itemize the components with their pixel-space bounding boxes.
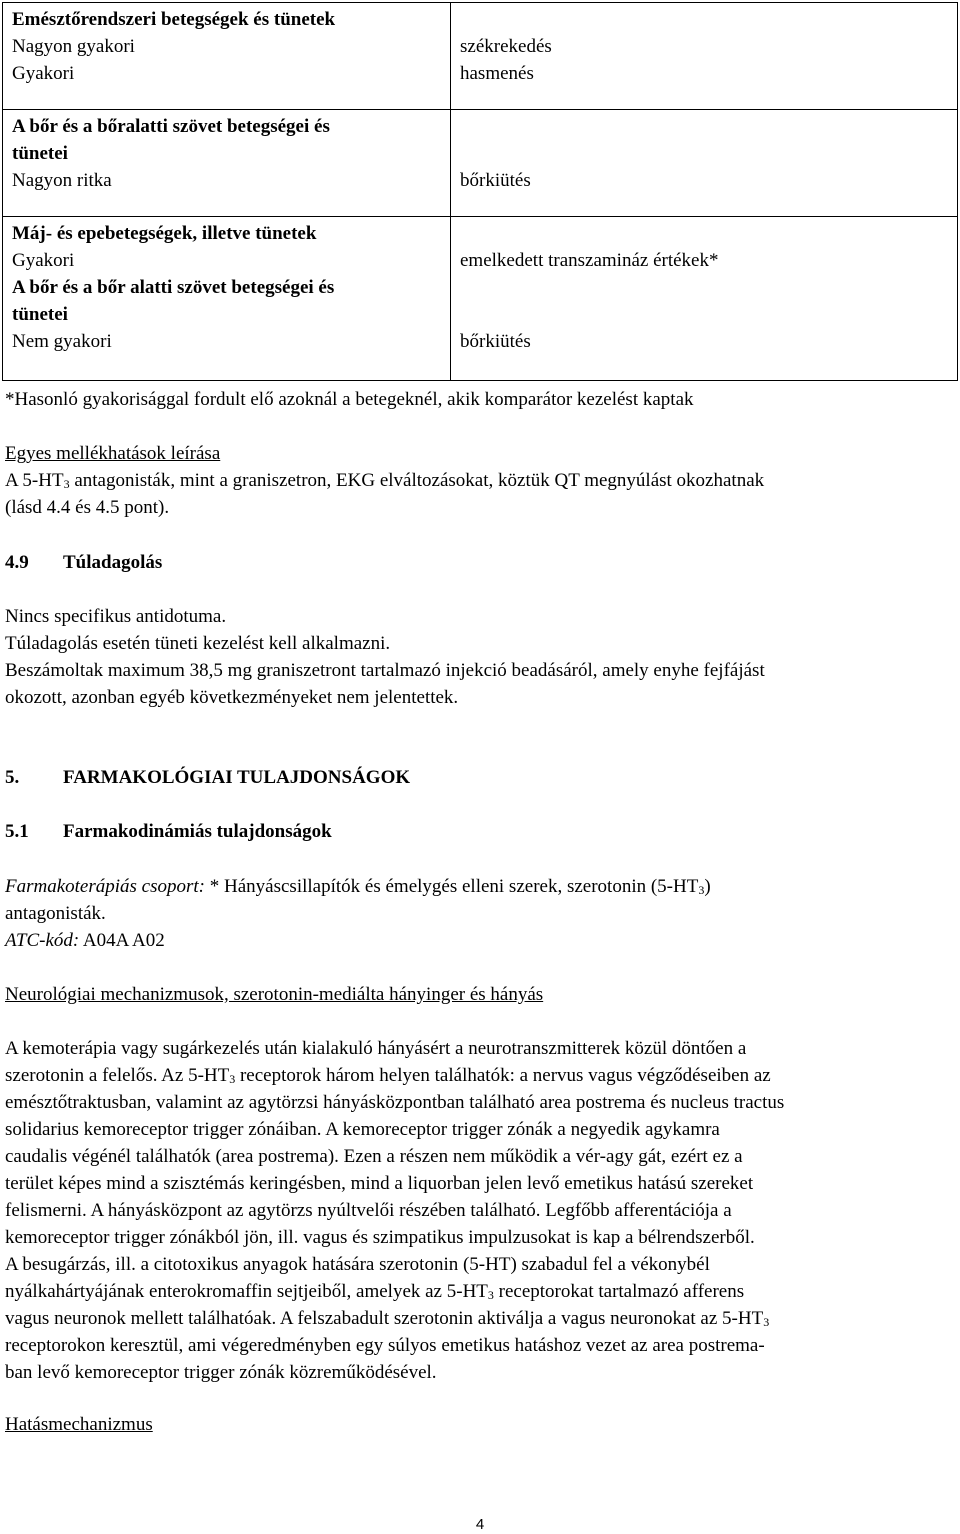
- section-title: Farmakodinámiás tulajdonságok: [63, 821, 332, 842]
- table-cell-soc: [3, 217, 451, 381]
- paragraph-line: antagonisták.: [5, 903, 106, 924]
- effect-text: székrekedés: [460, 36, 552, 57]
- paragraph-line: A kemoterápia vagy sugárkezelés után kialakuló hányásért a neurotranszmitterek közül döntően a: [5, 1038, 747, 1059]
- paragraph-line: nyálkahártyájának enterokromaffin sejtjeiből, amelyek az $5-HT_3$ receptorokat tartalmazó afferens: [5, 1281, 745, 1302]
- paragraph-line: solidarius kemoreceptor trigger zónáiban. A kemoreceptor trigger zónák a negyedik agykamra: [5, 1119, 720, 1140]
- paragraph-line: Nincs specifikus antidotuma.: [5, 606, 227, 627]
- field-label: Farmakoterápiás csoport:: [5, 876, 206, 897]
- paragraph-line: Beszámoltak maximum 38,5 mg graniszetront tartalmazó injekció beadásáról, amely enyhe fejfájást: [5, 660, 765, 681]
- section-heading-4-9: [5, 549, 955, 576]
- effect-text: emelkedett transzamináz értékek*: [460, 250, 719, 271]
- section-heading-5: [5, 764, 955, 791]
- table-cell-effects: [451, 110, 958, 217]
- paragraph-line: szerotonin a felelős. Az $5-HT_3$ receptorok három helyen találhatók: a nervus vagus végződéseiben az: [5, 1065, 771, 1086]
- table-row: [3, 3, 958, 110]
- frequency-label: Gyakori: [12, 63, 75, 84]
- section-title: FARMAKOLÓGIAI TULAJDONSÁGOK: [63, 767, 411, 788]
- atc-code-line: ATC-kód: A04A A02: [5, 930, 165, 951]
- paragraph-line: A besugárzás, ill. a citotoxikus anyagok hatására szerotonin (5-HT) szabadul fel a vékonybél: [5, 1254, 710, 1275]
- table-cell-soc: [3, 110, 451, 217]
- neuro-paragraph: [5, 1035, 955, 1386]
- field-label: ATC-kód:: [5, 930, 80, 951]
- paragraph-line: A $5-HT_3$ antagonisták, mint a graniszetron, EKG elváltozásokat, köztük QT megnyúlást okozhatnak: [5, 470, 765, 491]
- paragraph-line: emésztőtraktusban, valamint az agytörzsi hányásközpontban található area postrema és nucleus tractus: [5, 1092, 785, 1113]
- soc-title: Máj- és epebetegségek, illetve tünetek: [12, 223, 317, 244]
- paragraph-line: ban levő kemoreceptor trigger zónák közreműködésével.: [5, 1362, 437, 1383]
- page-number: 4: [475, 1516, 485, 1533]
- paragraph-line: (lásd 4.4 és 4.5 pont).: [5, 497, 170, 518]
- frequency-label: Nem gyakori: [12, 331, 112, 352]
- paragraph-line: felismerni. A hányásközpont az agytörzs nyúltvelői részében található. Legfőbb afferentációja a: [5, 1200, 732, 1221]
- table-row: [3, 110, 958, 217]
- paragraph-line: kemoreceptor trigger zónákból jön, ill. vagus és szimpatikus impulzusokat is kap a bélrendszerből.: [5, 1227, 755, 1248]
- section-number: 5.1: [5, 821, 29, 842]
- section-title: Túladagolás: [63, 552, 163, 573]
- effect-text: bőrkiütés: [460, 170, 531, 191]
- section-number: 5.: [5, 767, 20, 788]
- effect-text: hasmenés: [460, 63, 534, 84]
- paragraph-line: okozott, azonban egyéb következményeket nem jelentettek.: [5, 687, 459, 708]
- table-cell-soc: [3, 3, 451, 110]
- frequency-label: Nagyon gyakori: [12, 36, 135, 57]
- pharmacotherapeutic-group: [5, 873, 955, 954]
- frequency-label: Gyakori: [12, 250, 75, 271]
- soc-title-cont: tünetei: [12, 304, 68, 325]
- soc-title-cont: tünetei: [12, 143, 68, 164]
- paragraph-line: receptorokon keresztül, ami végeredményben egy súlyos emetikus hatáshoz vezet az area postrema-: [5, 1335, 765, 1356]
- soc-title: Emésztőrendszeri betegségek és tünetek: [12, 9, 336, 30]
- paragraph-line: Túladagolás esetén tüneti kezelést kell alkalmazni.: [5, 633, 391, 654]
- frequency-label: Nagyon ritka: [12, 170, 112, 191]
- section-tuladagolas-body: [5, 603, 955, 711]
- section-heading-5-1: [5, 818, 955, 845]
- subsection-heading: Egyes mellékhatások leírása: [5, 443, 221, 464]
- subsection-heading-neuro: Neurológiai mechanizmusok, szerotonin-mediálta hányinger és hányás: [5, 984, 544, 1005]
- subsection-heading-hatasmechanizmus: Hatásmechanizmus: [5, 1414, 153, 1435]
- paragraph-line: caudalis végénél találhatók (area postrema). Ezen a részen nem működik a vér-agy gát, ezért ez a: [5, 1146, 743, 1167]
- soc-title: A bőr és a bőr alatti szövet betegségei és: [12, 277, 335, 298]
- paragraph-line: vagus neuronok mellett találhatóak. A felszabadult szerotonin aktiválja a vagus neuronokat az $5-HT_3$: [5, 1308, 770, 1329]
- table-cell-effects: [451, 217, 958, 381]
- effect-text: bőrkiütés: [460, 331, 531, 352]
- section-number: 4.9: [5, 552, 29, 573]
- table-footnote: *Hasonló gyakorisággal fordult elő azoknál a betegeknél, akik komparátor kezelést kaptak: [5, 389, 694, 410]
- paragraph-line: Farmakoterápiás csoport: * Hányáscsillapítók és émelygés elleni szerek, szerotonin $(5-HT_3)$: [5, 876, 711, 897]
- table-cell-effects: [451, 3, 958, 110]
- section-egyes-mellekhatasok: [5, 440, 955, 521]
- paragraph-line: terület képes mind a szisztémás keringésben, mind a liquorban jelen levő emetikus hatású szereket: [5, 1173, 754, 1194]
- table-row: [3, 217, 958, 381]
- soc-title: A bőr és a bőralatti szövet betegségei és: [12, 116, 330, 137]
- adverse-effects-table: [2, 2, 958, 381]
